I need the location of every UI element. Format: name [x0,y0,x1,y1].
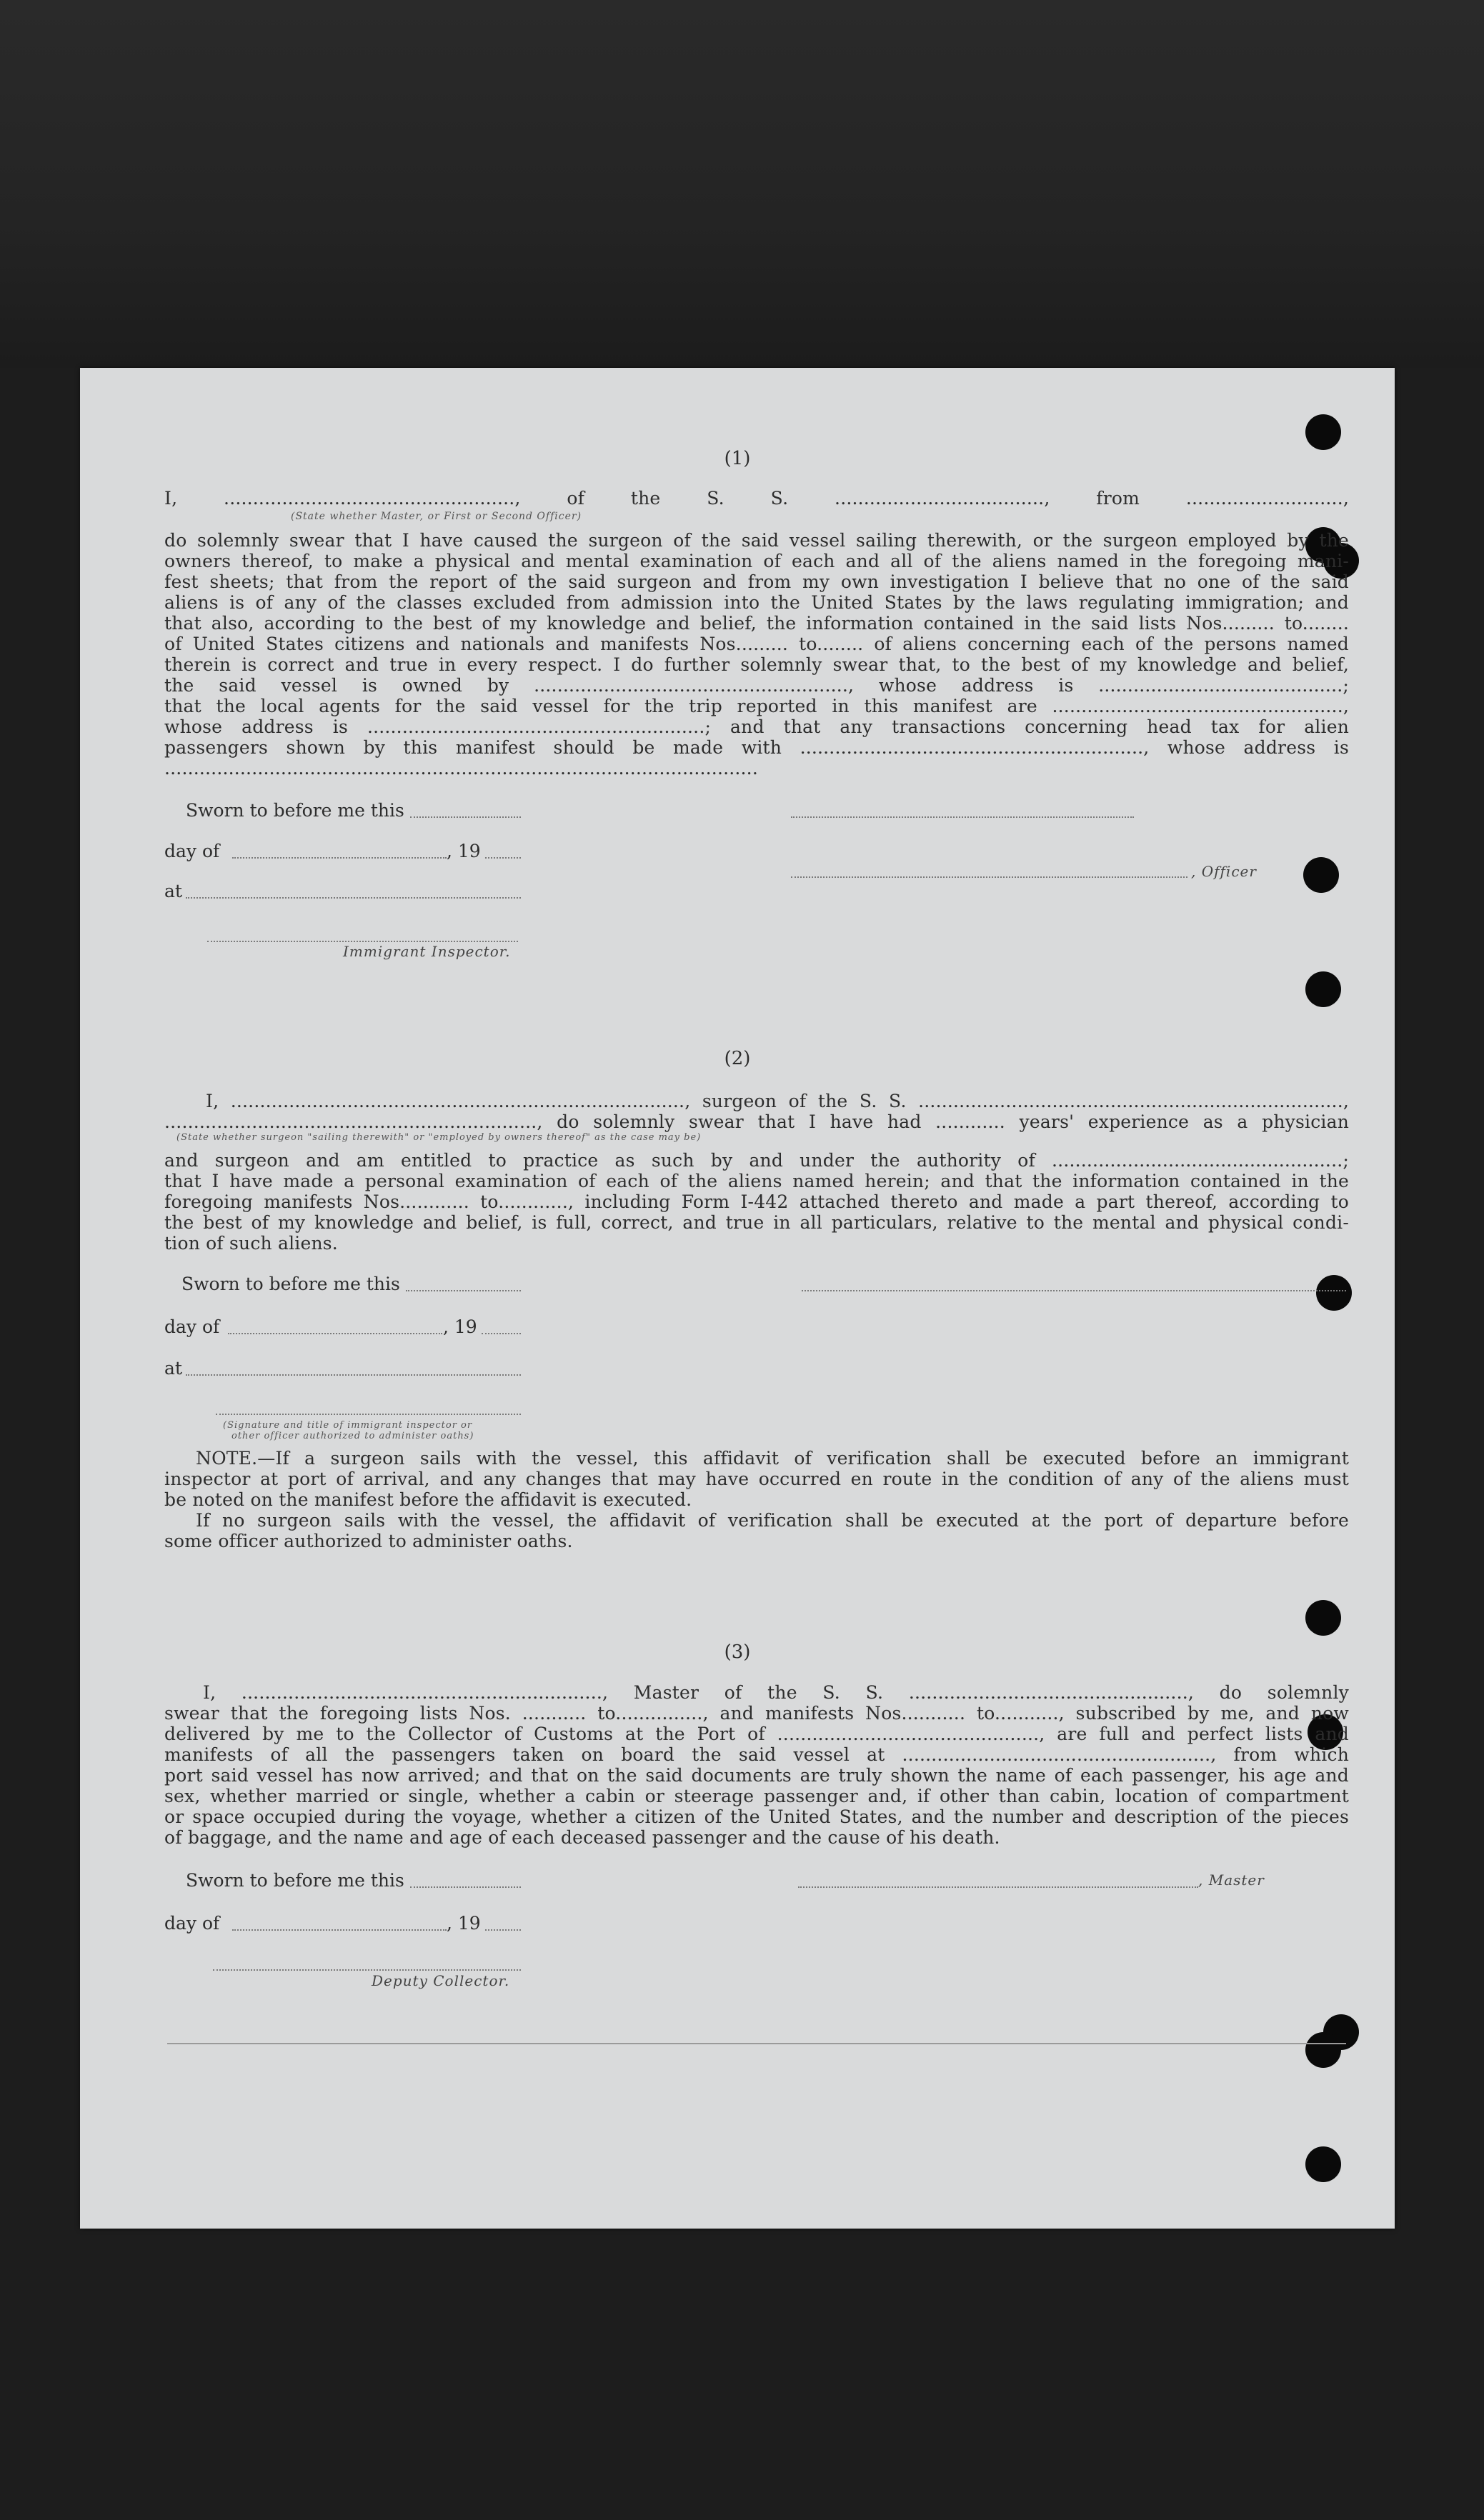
note-line: NOTE.—If a surgeon sails with the vessel, this affidavit of verification shall be executed before an immigrant [196,1448,1349,1469]
section-3-line: port said vessel has now arrived; and that on the said documents are truly shown the name of each passenger, his age and [164,1765,1349,1786]
inspector-caption: other officer authorized to administer oaths) [231,1431,474,1441]
section-1-line: aliens is of any of the classes excluded from admission into the United States by the laws regulating immigration; and [164,592,1349,613]
section-1-line: whose address is ..........................................................; and that any transactions concerning head tax for alien [164,716,1349,737]
day-line [232,856,447,859]
section-2-line: the best of my knowledge and belief, is full, correct, and true in all particulars, relative to the mental and physical condi- [164,1212,1349,1233]
section-3-line: sex, whether married or single, whether a cabin or steerage passenger and, if other than cabin, location of compartment [164,1786,1349,1806]
signature-line [791,815,1134,818]
inspector-caption: (Signature and title of immigrant inspector or [223,1420,473,1431]
inspector-label: Immigrant Inspector. [343,943,511,960]
inspector-signature-line [216,1412,521,1415]
sworn-date-line [410,815,521,818]
section-3-line: I, .............................................................., Master of the S. S. ................................................, do solemnly [203,1682,1349,1703]
section-3-line: swear that the foregoing lists Nos. ........... to..............., and manifests Nos........... to..........., subscribed by me, and now [164,1703,1349,1724]
at-line [186,896,521,899]
day-of-label: day of [164,1913,220,1934]
section-2-line: ................................................................, do solemnly swear that I have had ............ years' experience as a physician [164,1111,1349,1132]
binder-hole [1305,971,1341,1007]
section-3-line: delivered by me to the Collector of Customs at the Port of ............................................., are full and perfect lists and [164,1724,1349,1744]
section-1-line: of United States citizens and nationals and manifests Nos......... to........ of aliens concerning each of the persons named [164,634,1349,654]
sworn-label: Sworn to before me this [181,1274,400,1294]
year-line [485,856,521,859]
manifest-form-page [80,368,1395,2229]
section-1-line: owners thereof, to make a physical and mental examination of each and all of the aliens named in the foregoing mani- [164,551,1349,571]
note-line: some officer authorized to administer oaths. [164,1531,573,1551]
collector-label: Deputy Collector. [372,1972,510,1989]
sworn-date-line [406,1289,521,1291]
year-line [485,1928,521,1931]
at-label: at [164,1358,182,1379]
officer-signature-line [791,875,1187,878]
section-1-number: (1) [724,448,751,469]
section-3-line: or space occupied during the voyage, whether a citizen of the United States, and the number and description of the pieces [164,1806,1349,1827]
section-2-line: tion of such aliens. [164,1233,338,1254]
section-1-caption: (State whether Master, or First or Second Officer) [291,511,582,522]
section-1-line: therein is correct and true in every respect. I do further solemnly swear that, to the best of my knowledge and belief, [164,654,1349,675]
master-signature-line [798,1885,1198,1888]
section-3-line: manifests of all the passengers taken on board the said vessel at ....................................................., from which [164,1744,1349,1765]
section-2-line: and surgeon and am entitled to practice as such by and under the authority of ..................................................; [164,1150,1349,1171]
note-line: inspector at port of arrival, and any changes that may have occurred en route in the condition of any of the aliens must [164,1469,1349,1489]
section-3-line: of baggage, and the name and age of each deceased passenger and the cause of his death. [164,1827,1000,1848]
master-label: , Master [1198,1871,1265,1889]
year-label: , 19 [447,1913,481,1934]
binder-hole [1305,2146,1341,2182]
day-line [228,1331,442,1334]
year-line [482,1331,521,1334]
section-1-line: passengers shown by this manifest should be made with ..........................................................., whose address is [164,737,1349,758]
section-2-caption: (State whether surgeon "sailing therewith" or "employed by owners thereof" as the case may be) [176,1132,702,1143]
sworn-label: Sworn to before me this [186,800,404,821]
year-label: , 19 [443,1316,477,1337]
section-2-line: foregoing manifests Nos............ to............, including Form I-442 attached thereto and made a part thereof, according to [164,1191,1349,1212]
section-2-line: that I have made a personal examination of each of the aliens named herein; and that the information contained in the [164,1171,1349,1191]
sworn-label: Sworn to before me this [186,1870,404,1891]
officer-label: , Officer [1191,863,1257,880]
section-1-line: that the local agents for the said vessel for the trip reported in this manifest are .................................................., [164,696,1349,716]
note-line: If no surgeon sails with the vessel, the affidavit of verification shall be executed at the port of departure before [196,1510,1349,1531]
at-label: at [164,881,182,901]
at-line [186,1373,521,1376]
section-1-line: ...................................................................................................... [164,758,758,779]
sworn-date-line [410,1885,521,1888]
bottom-rule [167,2043,1346,2044]
section-1-line: I, .................................................., of the S. S. ...................................., from ..........................., [164,488,1349,509]
section-1-line: fest sheets; that from the report of the said surgeon and from my own investigation I believe that no one of the said [164,571,1349,592]
collector-signature-line [213,1968,521,1971]
year-label: , 19 [447,841,481,861]
section-1-line: do solemnly swear that I have caused the surgeon of the said vessel sailing therewith, or the surgeon employed by the [164,530,1349,551]
section-1-line: that also, according to the best of my knowledge and belief, the information contained in the said lists Nos......... to........ [164,613,1349,634]
inspector-signature-line [207,939,518,942]
binder-hole [1316,1275,1352,1311]
section-3-number: (3) [724,1641,751,1663]
note-line: be noted on the manifest before the affidavit is executed. [164,1489,692,1510]
binder-hole [1305,2032,1341,2068]
scan-background [0,0,1484,368]
day-of-label: day of [164,1316,220,1337]
section-2-number: (2) [724,1048,751,1069]
binder-hole [1303,857,1339,893]
section-1-line: the said vessel is owned by ......................................................, whose address is ..........................................; [164,675,1349,696]
day-line [232,1928,447,1931]
surgeon-signature-line [802,1289,1346,1291]
section-2-line: I, .............................................................................., surgeon of the S. S. ........................................................................., [206,1091,1349,1111]
binder-hole [1305,1600,1341,1636]
binder-hole [1305,414,1341,450]
day-of-label: day of [164,841,220,861]
